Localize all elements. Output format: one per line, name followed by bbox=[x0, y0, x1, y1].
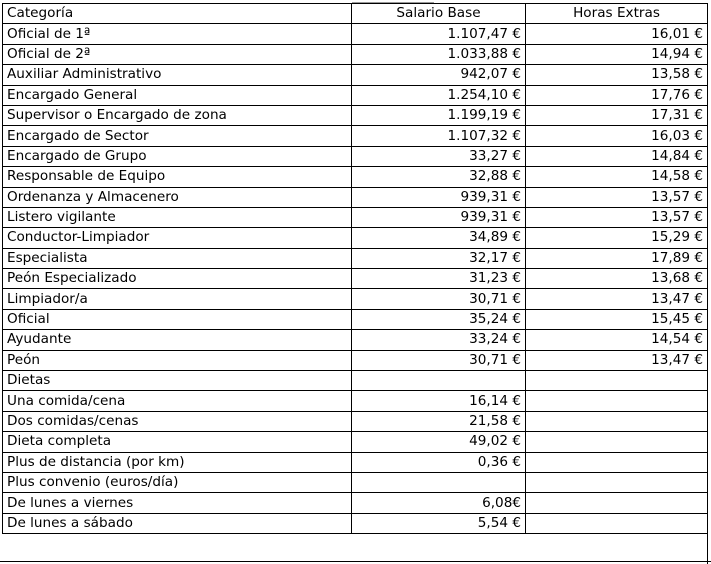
categoria-cell: Encargado General bbox=[3, 85, 352, 105]
categoria-cell: Supervisor o Encargado de zona bbox=[3, 105, 352, 125]
table-row bbox=[3, 330, 708, 350]
horas-extras-cell bbox=[526, 493, 708, 513]
table-row bbox=[3, 65, 708, 85]
horas-extras-cell bbox=[526, 432, 708, 452]
salario-base-cell: 33,24 € bbox=[352, 330, 526, 350]
categoria-cell: Auxiliar Administrativo bbox=[3, 65, 352, 85]
horas-extras-cell bbox=[526, 411, 708, 431]
horas-extras-cell: 15,45 € bbox=[526, 309, 708, 329]
table-row bbox=[3, 44, 708, 64]
salario-base-cell: 16,14 € bbox=[352, 391, 526, 411]
table-row bbox=[3, 513, 708, 533]
salario-base-cell: 32,88 € bbox=[352, 167, 526, 187]
horas-extras-cell: 14,54 € bbox=[526, 330, 708, 350]
horas-extras-cell: 13,68 € bbox=[526, 269, 708, 289]
horas-extras-cell: 13,47 € bbox=[526, 350, 708, 370]
table-row bbox=[3, 248, 708, 268]
categoria-cell: Plus convenio (euros/día) bbox=[3, 472, 352, 492]
categoria-cell: Especialista bbox=[3, 248, 352, 268]
salario-base-cell: 1.107,32 € bbox=[352, 126, 526, 146]
salario-base-cell: 1.254,10 € bbox=[352, 85, 526, 105]
table-row bbox=[3, 85, 708, 105]
horas-extras-cell: 13,47 € bbox=[526, 289, 708, 309]
table-row bbox=[3, 167, 708, 187]
salario-base-cell: 5,54 € bbox=[352, 513, 526, 533]
horas-extras-cell: 13,57 € bbox=[526, 207, 708, 227]
categoria-cell: Encargado de Grupo bbox=[3, 146, 352, 166]
horas-extras-cell: 14,58 € bbox=[526, 167, 708, 187]
horas-extras-cell: 15,29 € bbox=[526, 228, 708, 248]
horas-extras-cell bbox=[526, 391, 708, 411]
table-row bbox=[3, 371, 708, 391]
salario-base-cell: 34,89 € bbox=[352, 228, 526, 248]
salario-base-cell: 1.107,47 € bbox=[352, 24, 526, 44]
horas-extras-cell bbox=[526, 472, 708, 492]
bottom-edge-line bbox=[0, 561, 711, 562]
categoria-cell: Peón bbox=[3, 350, 352, 370]
categoria-cell: Dieta completa bbox=[3, 432, 352, 452]
horas-extras-cell bbox=[526, 452, 708, 472]
table-row bbox=[3, 289, 708, 309]
horas-extras-cell: 13,58 € bbox=[526, 65, 708, 85]
categoria-cell: Limpiador/a bbox=[3, 289, 352, 309]
table-row bbox=[3, 207, 708, 227]
categoria-cell: Listero vigilante bbox=[3, 207, 352, 227]
horas-extras-cell bbox=[526, 371, 708, 391]
horas-extras-cell: 13,57 € bbox=[526, 187, 708, 207]
salario-base-cell: 939,31 € bbox=[352, 187, 526, 207]
categoria-cell: Una comida/cena bbox=[3, 391, 352, 411]
table-row bbox=[3, 105, 708, 125]
table-row bbox=[3, 391, 708, 411]
table-row bbox=[3, 146, 708, 166]
categoria-cell: Encargado de Sector bbox=[3, 126, 352, 146]
horas-extras-cell: 16,01 € bbox=[526, 24, 708, 44]
salario-base-cell: 1.199,19 € bbox=[352, 105, 526, 125]
horas-extras-cell: 14,94 € bbox=[526, 44, 708, 64]
table-body bbox=[3, 24, 708, 534]
table-row bbox=[3, 269, 708, 289]
horas-extras-cell: 16,03 € bbox=[526, 126, 708, 146]
categoria-cell: Responsable de Equipo bbox=[3, 167, 352, 187]
salary-table bbox=[2, 3, 708, 534]
table-row bbox=[3, 432, 708, 452]
categoria-cell: De lunes a sábado bbox=[3, 513, 352, 533]
categoria-cell: Dos comidas/cenas bbox=[3, 411, 352, 431]
header-categoria: Categoría bbox=[3, 4, 352, 24]
salario-base-cell: 31,23 € bbox=[352, 269, 526, 289]
categoria-cell: De lunes a viernes bbox=[3, 493, 352, 513]
horas-extras-cell: 17,89 € bbox=[526, 248, 708, 268]
header-salario-base: Salario Base bbox=[352, 4, 526, 24]
salario-base-cell bbox=[352, 472, 526, 492]
horas-extras-cell: 17,31 € bbox=[526, 105, 708, 125]
salario-base-cell: 939,31 € bbox=[352, 207, 526, 227]
categoria-cell: Oficial de 2ª bbox=[3, 44, 352, 64]
categoria-cell: Oficial bbox=[3, 309, 352, 329]
table-row bbox=[3, 452, 708, 472]
salario-base-cell: 1.033,88 € bbox=[352, 44, 526, 64]
categoria-cell: Oficial de 1ª bbox=[3, 24, 352, 44]
salario-base-cell: 32,17 € bbox=[352, 248, 526, 268]
salario-base-cell: 35,24 € bbox=[352, 309, 526, 329]
categoria-cell: Plus de distancia (por km) bbox=[3, 452, 352, 472]
table-row bbox=[3, 24, 708, 44]
table-row bbox=[3, 309, 708, 329]
header-row bbox=[3, 4, 708, 24]
salario-base-cell: 33,27 € bbox=[352, 146, 526, 166]
categoria-cell: Conductor-Limpiador bbox=[3, 228, 352, 248]
right-edge-line bbox=[707, 3, 710, 564]
table-row bbox=[3, 493, 708, 513]
table-row bbox=[3, 126, 708, 146]
table-row bbox=[3, 472, 708, 492]
categoria-cell: Dietas bbox=[3, 371, 352, 391]
table-row bbox=[3, 187, 708, 207]
salario-base-cell: 942,07 € bbox=[352, 65, 526, 85]
horas-extras-cell: 17,76 € bbox=[526, 85, 708, 105]
salario-base-cell: 21,58 € bbox=[352, 411, 526, 431]
horas-extras-cell bbox=[526, 513, 708, 533]
categoria-cell: Peón Especializado bbox=[3, 269, 352, 289]
salario-base-cell: 0,36 € bbox=[352, 452, 526, 472]
table-row bbox=[3, 350, 708, 370]
table-row bbox=[3, 228, 708, 248]
table-row bbox=[3, 411, 708, 431]
salario-base-cell bbox=[352, 371, 526, 391]
horas-extras-cell: 14,84 € bbox=[526, 146, 708, 166]
salario-base-cell: 6,08€ bbox=[352, 493, 526, 513]
salario-base-cell: 30,71 € bbox=[352, 350, 526, 370]
salario-base-cell: 30,71 € bbox=[352, 289, 526, 309]
categoria-cell: Ayudante bbox=[3, 330, 352, 350]
salario-base-cell: 49,02 € bbox=[352, 432, 526, 452]
header-horas-extras: Horas Extras bbox=[526, 4, 708, 24]
categoria-cell: Ordenanza y Almacenero bbox=[3, 187, 352, 207]
